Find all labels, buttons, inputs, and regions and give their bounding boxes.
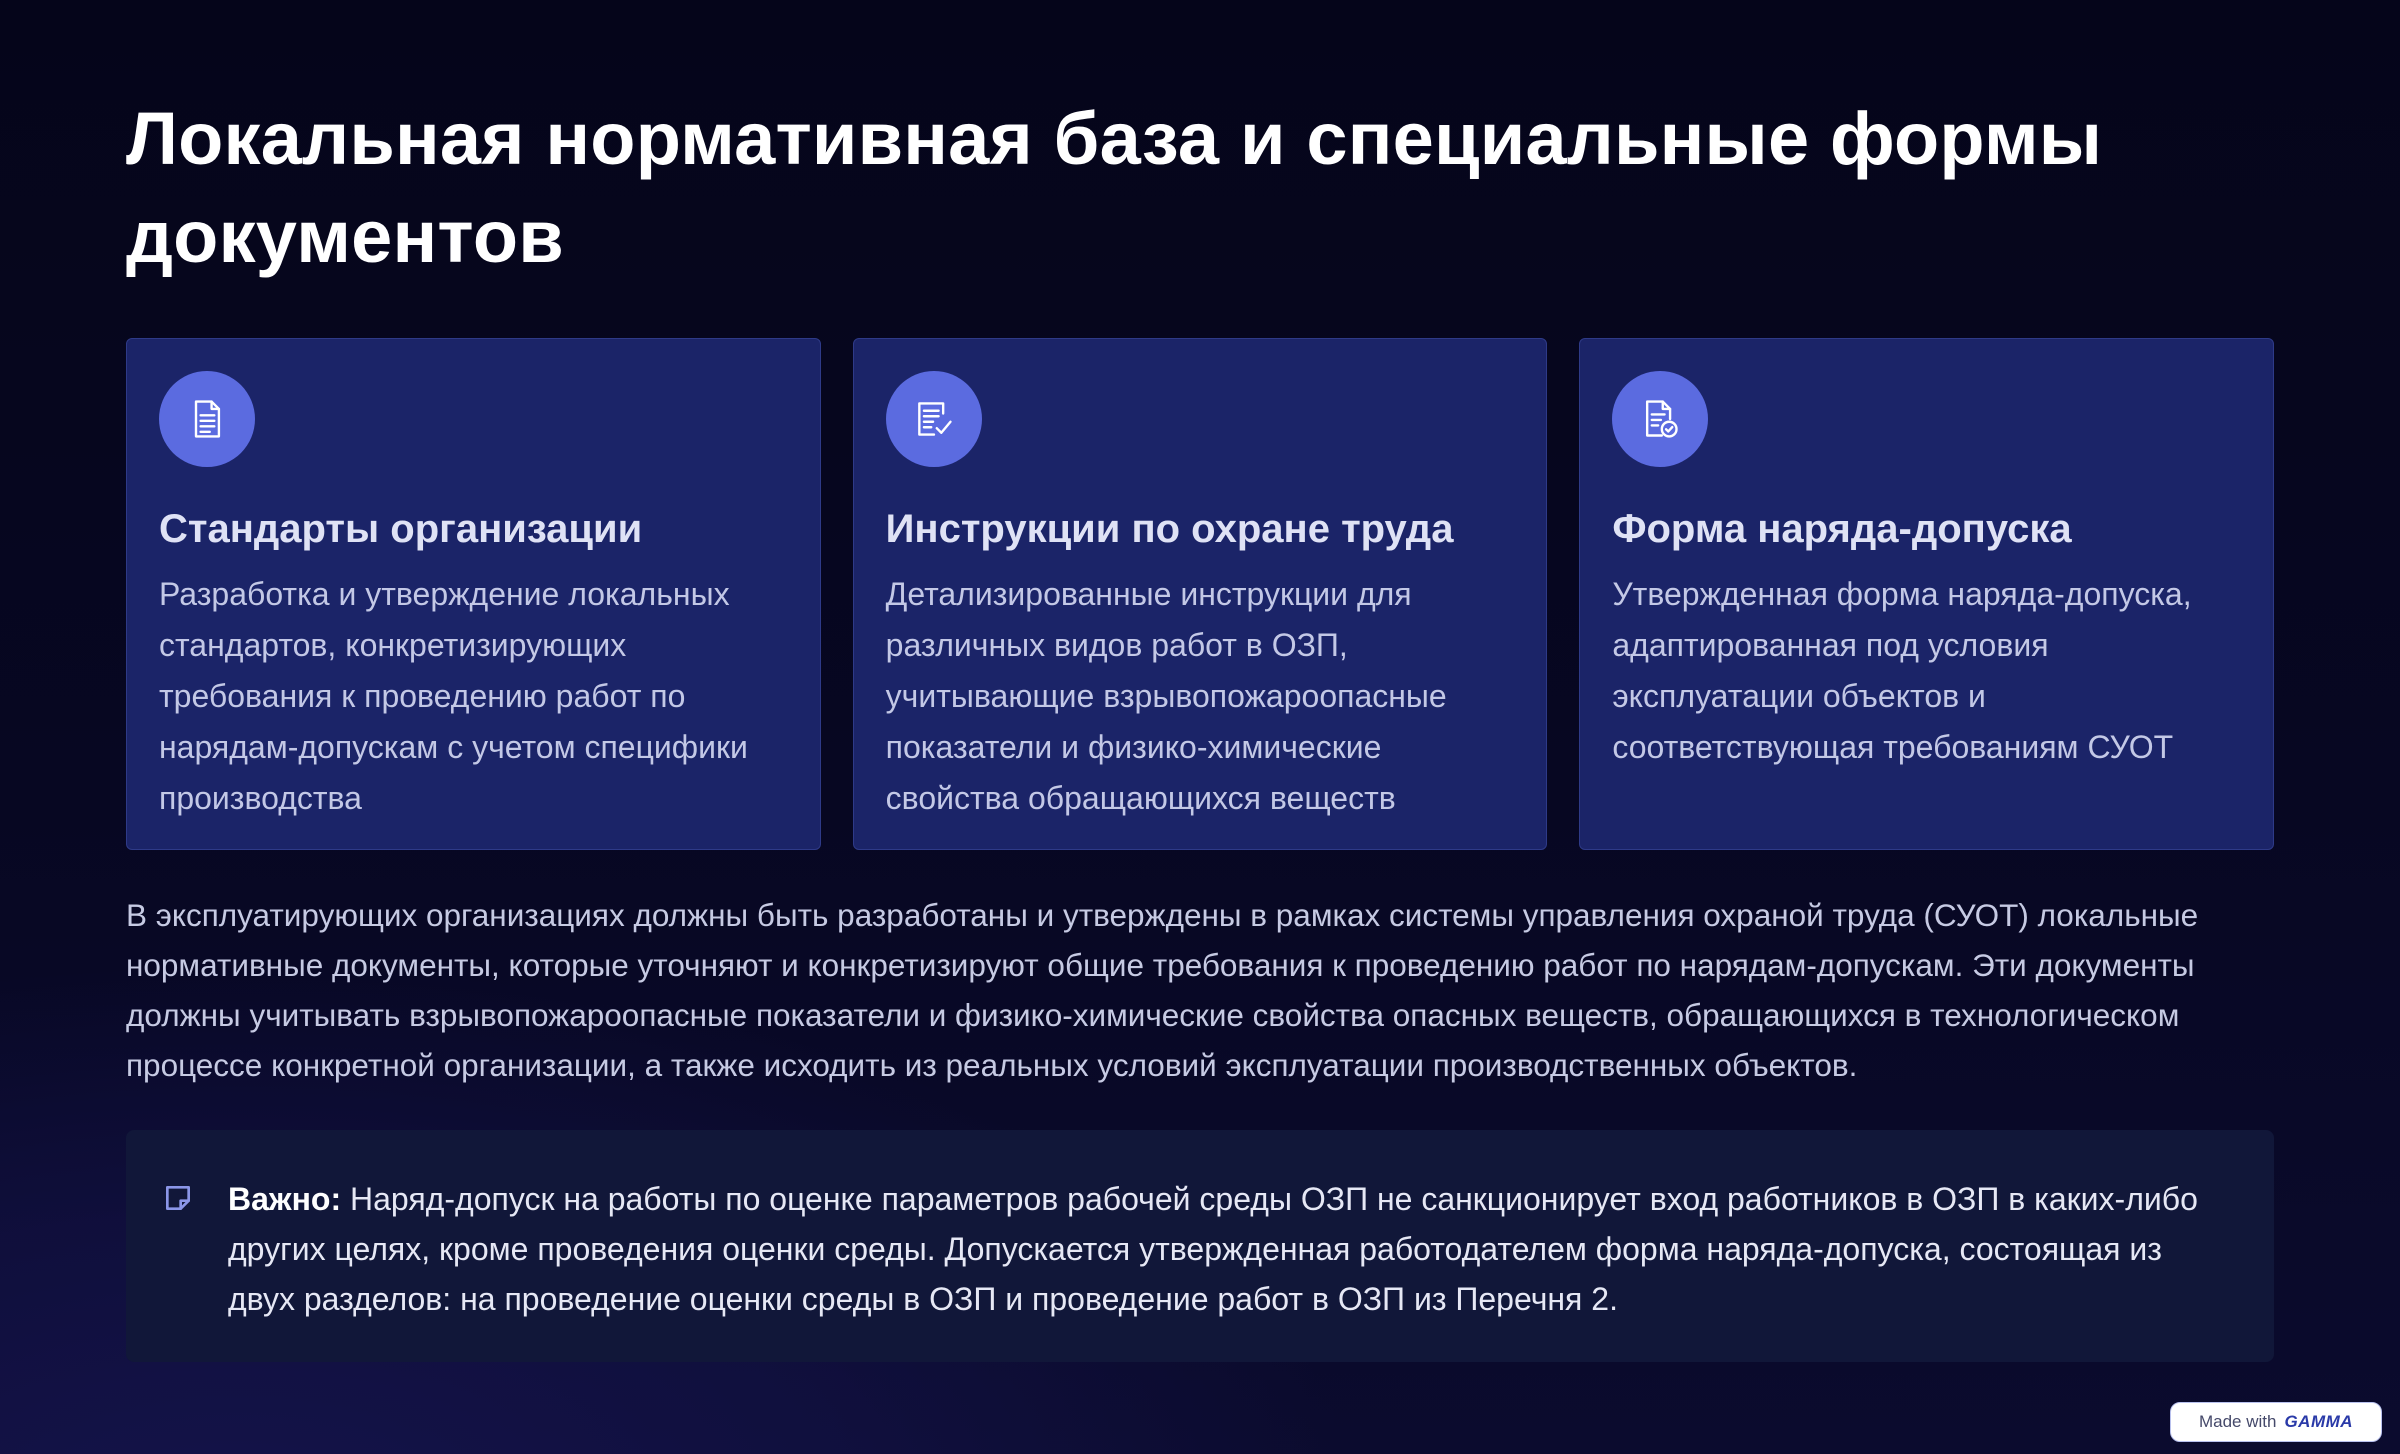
page-title: Локальная нормативная база и специальные формы документов [126, 97, 2103, 278]
card-instructions [853, 338, 1548, 850]
slide [126, 90, 2274, 1362]
document-icon [159, 371, 255, 467]
card-title: Форма наряда-допуска [1612, 507, 2072, 551]
made-with-gamma-badge[interactable] [2170, 1402, 2382, 1442]
cards-row [126, 338, 2274, 850]
intro-paragraph: В эксплуатирующих организациях должны быть разработаны и утверждены в рамках системы управления охраной труда (СУОТ) локальные нормативные документы, которые уточняют и конкретизируют общие требования к проведению работ по нарядам-допускам. Эти документы должны учитывать взрывопожароопасные показатели и физико-химические свойства опасных веществ, обращающихся в технологическом процессе конкретной организации, а также исходить из реальных условий эксплуатации производственных объектов. [126, 897, 2199, 1083]
note-body: Наряд-допуск на работы по оценке параметров рабочей среды ОЗП не санкционирует вход работников в ОЗП в каких-либо других целях, кроме проведения оценки среды. Допускается утвержденная работодателем форма наряда-допуска, состоящая из двух разделов: на проведение оценки среды в ОЗП и проведение работ в ОЗП из Перечня 2. [228, 1181, 2198, 1317]
badge-made-with: Made with [2198, 1412, 2277, 1431]
card-title: Стандарты организации [159, 507, 643, 551]
card-text: Разработка и утверждение локальных стандартов, конкретизирующих требования к проведению работ по нарядам-допускам с учетом специфики производства [159, 576, 748, 816]
sticky-note-icon [162, 1182, 194, 1214]
important-note [126, 1130, 2274, 1362]
card-standards [126, 338, 821, 850]
card-text: Детализированные инструкции для различных видов работ в ОЗП, учитывающие взрывопожароопасные показатели и физико-химические свойства обращающихся веществ [885, 576, 1447, 816]
card-text: Утвержденная форма наряда-допуска, адаптированная под условия эксплуатации объектов и соответствующая требованиям СУОТ [1612, 576, 2192, 765]
card-permit-form [1579, 338, 2274, 850]
note-text [228, 1174, 2234, 1324]
document-approved-icon [1612, 371, 1708, 467]
note-label: Важно: [228, 1181, 342, 1217]
gamma-logo: GAMMA [2284, 1412, 2354, 1431]
card-title: Инструкции по охране труда [885, 507, 1454, 551]
document-checklist-icon [886, 371, 982, 467]
